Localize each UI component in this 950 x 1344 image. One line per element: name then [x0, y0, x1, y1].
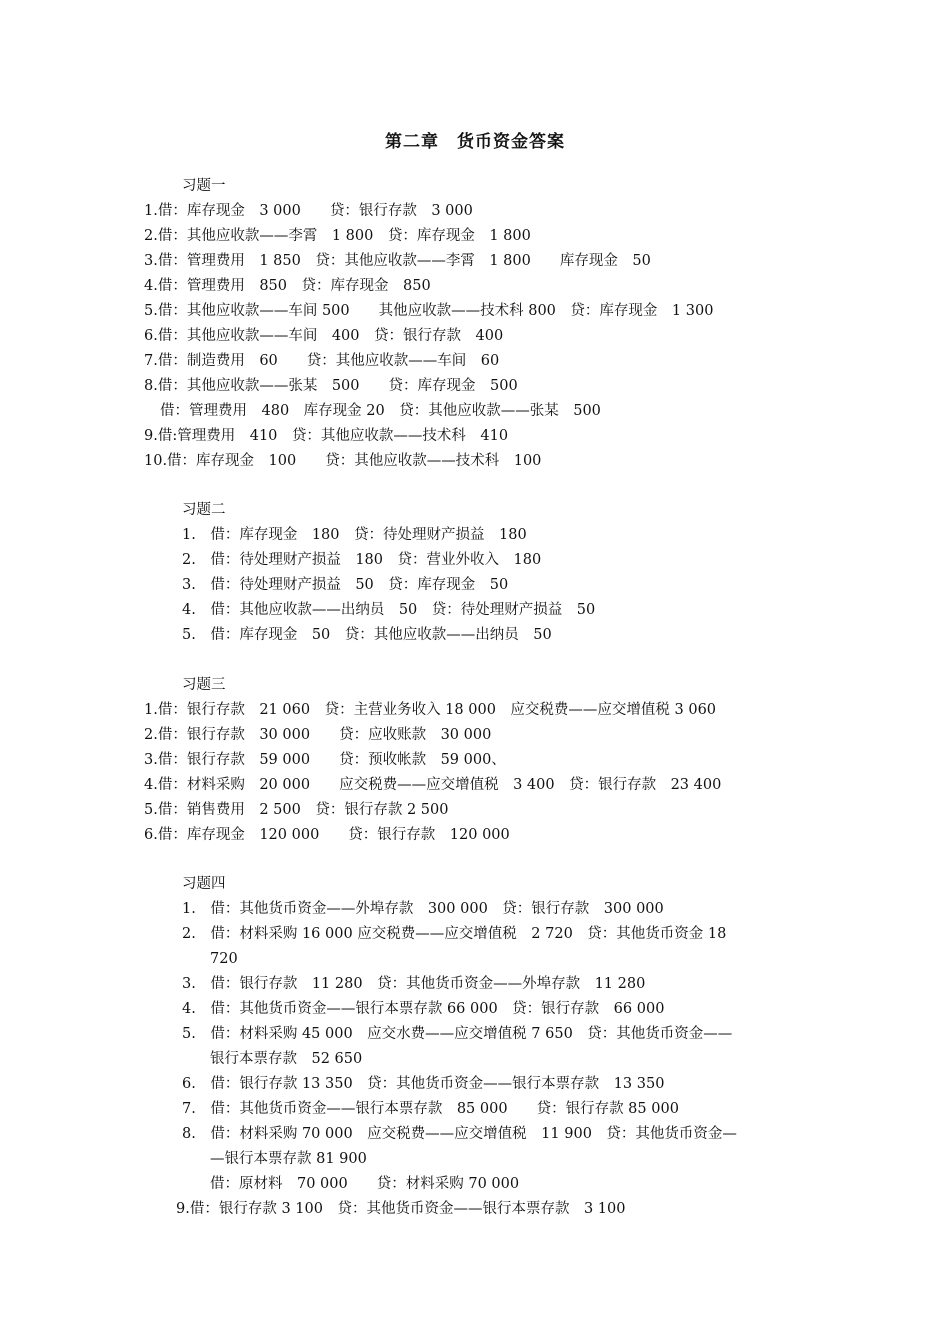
exercise-2-line: 4. 借：其他应收款——出纳员 50 贷：待处理财产损益 50	[182, 602, 596, 618]
exercise-1-line: 5.借：其他应收款——车间 500 其他应收款——技术科 800 贷：库存现金 1 300	[144, 303, 714, 319]
exercise-1-line: 6.借：其他应收款——车间 400 贷：银行存款 400	[144, 328, 504, 344]
exercise-4-line: 720	[210, 951, 238, 967]
exercise-4-line: 3. 借：银行存款 11 280 贷：其他货币资金——外埠存款 11 280	[182, 976, 646, 992]
exercise-4-line: 9.借：银行存款 3 100 贷：其他货币资金——银行本票存款 3 100	[176, 1201, 626, 1217]
page-title: 第二章 货币资金答案	[385, 132, 565, 152]
exercise-1-line: 8.借：其他应收款——张某 500 贷：库存现金 500	[144, 378, 518, 394]
exercise-3-heading: 习题三	[182, 677, 226, 693]
exercise-1-line: 7.借：制造费用 60 贷：其他应收款——车间 60	[144, 353, 500, 369]
exercise-2-line: 1. 借：库存现金 180 贷：待处理财产损益 180	[182, 527, 527, 543]
exercise-2-heading: 习题二	[182, 502, 226, 518]
exercise-3-line: 4.借：材料采购 20 000 应交税费——应交增值税 3 400 贷：银行存款 23 400	[144, 777, 722, 793]
exercise-1-line: 2.借：其他应收款——李霄 1 800 贷：库存现金 1 800	[144, 228, 531, 244]
exercise-4-line: 7. 借：其他货币资金——银行本票存款 85 000 贷：银行存款 85 000	[182, 1101, 679, 1117]
exercise-2-line: 2. 借：待处理财产损益 180 贷：营业外收入 180	[182, 552, 542, 568]
exercise-1-line: 3.借：管理费用 1 850 贷：其他应收款——李霄 1 800 库存现金 50	[144, 253, 651, 269]
exercise-2-line: 5. 借：库存现金 50 贷：其他应收款——出纳员 50	[182, 627, 552, 643]
exercise-3-line: 3.借：银行存款 59 000 贷：预收帐款 59 000、	[144, 752, 506, 768]
exercise-3-line: 6.借：库存现金 120 000 贷：银行存款 120 000	[144, 827, 510, 843]
exercise-1-line: 10.借：库存现金 100 贷：其他应收款——技术科 100	[144, 453, 542, 469]
exercise-4-line: 银行本票存款 52 650	[210, 1051, 363, 1067]
exercise-1-line: 4.借：管理费用 850 贷：库存现金 850	[144, 278, 431, 294]
exercise-2-line: 3. 借：待处理财产损益 50 贷：库存现金 50	[182, 577, 509, 593]
exercise-4-line: 2. 借：材料采购 16 000 应交税费——应交增值税 2 720 贷：其他货币资金 18	[182, 926, 727, 942]
exercise-1-line: 1.借：库存现金 3 000 贷：银行存款 3 000	[144, 203, 473, 219]
exercise-4-heading: 习题四	[182, 876, 226, 892]
exercise-1-line: 9.借:管理费用 410 贷：其他应收款——技术科 410	[144, 428, 509, 444]
exercise-4-line: —银行本票存款 81 900	[210, 1151, 367, 1167]
exercise-4-line: 5. 借：材料采购 45 000 应交水费——应交增值税 7 650 贷：其他货币资金——	[182, 1026, 733, 1042]
exercise-4-line: 借：原材料 70 000 贷：材料采购 70 000	[210, 1176, 520, 1192]
exercise-1-line: 借：管理费用 480 库存现金 20 贷：其他应收款——张某 500	[160, 403, 601, 419]
exercise-4-line: 8. 借：材料采购 70 000 应交税费——应交增值税 11 900 贷：其他货币资金—	[182, 1126, 737, 1142]
exercise-4-line: 1. 借：其他货币资金——外埠存款 300 000 贷：银行存款 300 000	[182, 901, 664, 917]
exercise-1-heading: 习题一	[182, 178, 226, 194]
exercise-3-line: 5.借：销售费用 2 500 贷：银行存款 2 500	[144, 802, 449, 818]
exercise-3-line: 1.借：银行存款 21 060 贷：主营业务收入 18 000 应交税费——应交增值税 3 060	[144, 702, 717, 718]
exercise-4-line: 6. 借：银行存款 13 350 贷：其他货币资金——银行本票存款 13 350	[182, 1076, 665, 1092]
exercise-4-line: 4. 借：其他货币资金——银行本票存款 66 000 贷：银行存款 66 000	[182, 1001, 665, 1017]
exercise-3-line: 2.借：银行存款 30 000 贷：应收账款 30 000	[144, 727, 492, 743]
